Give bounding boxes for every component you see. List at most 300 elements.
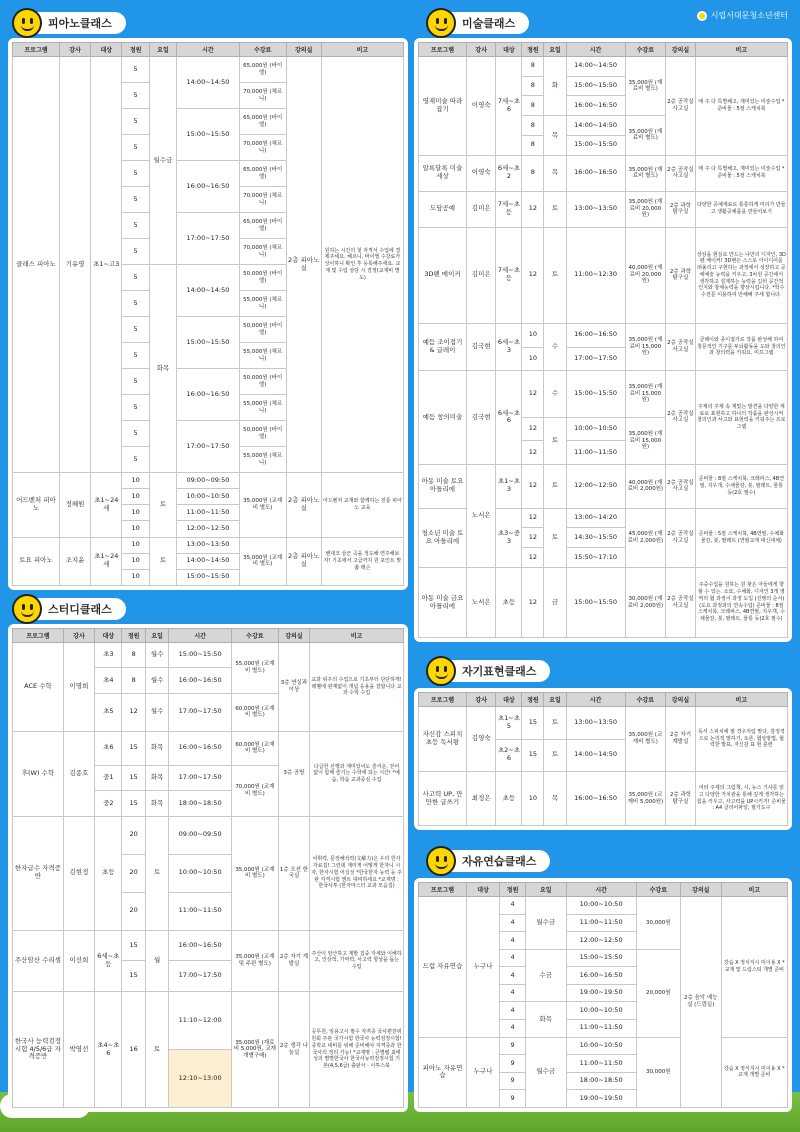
capacity: 5	[122, 135, 149, 161]
program-name: 한자급수 자격증반	[13, 816, 64, 930]
teacher-name: 김현정	[63, 816, 94, 930]
fee: 65,000원 (바이엘)	[239, 109, 286, 135]
column-header: 대상	[496, 43, 522, 57]
column-header: 정원	[122, 629, 145, 643]
capacity: 8	[522, 96, 544, 116]
target: 누구나	[466, 1037, 499, 1107]
teacher-name: 조지윤	[59, 537, 90, 586]
fee: 35,000원 (재료비 별도)	[625, 57, 666, 116]
time: 13:00~13:50	[566, 707, 625, 740]
column-header: 정원	[500, 883, 526, 897]
target: 초2~초6	[496, 739, 522, 772]
target: 초등	[95, 816, 122, 930]
time: 16:00~16:50	[566, 323, 625, 347]
program-name: 토요 피아노	[13, 537, 60, 586]
room: 2층 자기 계발실	[278, 930, 309, 991]
day: 화	[544, 57, 566, 116]
fee: 70,000원 (체르니)	[239, 83, 286, 109]
column-header: 수강료	[636, 883, 680, 897]
day: 월수	[145, 643, 168, 668]
table-row	[419, 772, 788, 826]
time: 16:00~16:50	[566, 96, 625, 116]
time: 16:00~16:50	[169, 668, 232, 693]
time: 19:00~19:50	[566, 984, 636, 1002]
note: 매 주 다 특별해고, 재미있는 미술수업 *준비물 : 5절 스케치북	[695, 57, 787, 156]
time: 17:00~17:50	[566, 347, 625, 371]
column-header: 프로그램	[13, 629, 64, 643]
table-header-row	[13, 629, 404, 643]
day: 화목	[149, 265, 176, 473]
fee: 50,000원 (바이엘)	[239, 369, 286, 395]
room: 2층 공작실 사고실	[666, 323, 696, 371]
time: 15:00~15:50	[177, 569, 240, 585]
column-header: 시간	[177, 43, 240, 57]
fee: 70,000원 (체르니)	[239, 135, 286, 161]
time: 10:00~10:50	[169, 854, 232, 892]
column-header: 강사	[466, 693, 496, 707]
time: 15:50~17:10	[566, 548, 625, 568]
piano-table-card	[8, 38, 408, 590]
capacity: 15	[122, 961, 145, 992]
column-header: 강의실	[278, 629, 309, 643]
teacher-name: 김미은	[466, 191, 496, 227]
program-name: 피아노 자유연습	[419, 1037, 467, 1107]
teacher-name: 정혜원	[59, 473, 90, 538]
program-name: 드럼 자유연습	[419, 897, 467, 1038]
day: 화목	[526, 1002, 567, 1037]
note: 다양한 공예재료로 통통하게 미리가 만들고 생활공예품을 만들어보기	[695, 191, 787, 227]
capacity: 9	[500, 1072, 526, 1090]
program-name: 도담공예	[419, 191, 467, 227]
time: 12:10~13:00	[169, 1050, 232, 1108]
target: 중2	[95, 791, 122, 816]
time: 14:00~14:50	[566, 57, 625, 77]
target: 7세~초등	[496, 227, 522, 323]
teacher-name: 기유영	[59, 57, 90, 473]
capacity: 10	[122, 521, 149, 537]
capacity: 12	[122, 693, 145, 731]
table-row	[13, 643, 404, 668]
target: 6세~초3	[496, 323, 522, 371]
capacity: 4	[500, 1002, 526, 1020]
room: 2층 피아노실	[286, 473, 321, 538]
time: 16:00~16:50	[169, 930, 232, 961]
note: 어드벤처 교재와 함께하는 전통 피아노 교육	[321, 473, 403, 538]
capacity: 16	[122, 992, 145, 1108]
capacity: 5	[122, 395, 149, 421]
capacity: 10	[122, 489, 149, 505]
capacity: 5	[122, 187, 149, 213]
target: 초5	[95, 693, 122, 731]
fee: 35,000원 (교재비 별도)	[625, 707, 666, 772]
brand-name: 시립서대문청소년센터	[710, 11, 788, 20]
time: 13:00~13:50	[566, 191, 625, 227]
fee: 35,000원 (교재비 별도)	[239, 473, 286, 538]
note: 강습 X 정식지시 미이용 X *교재 개별 준비	[721, 1037, 787, 1107]
table-row	[419, 191, 788, 227]
time: 11:00~11:50	[566, 1055, 636, 1073]
time: 14:00~14:50	[177, 553, 240, 569]
column-header: 강사	[59, 43, 90, 57]
day: 토	[149, 473, 176, 538]
fee: 35,000원 (교재 및 주판 별도)	[231, 930, 278, 991]
capacity: 12	[522, 191, 544, 227]
section-title-self	[430, 660, 550, 682]
day: 화목	[145, 765, 168, 790]
target: 누구나	[466, 897, 499, 1038]
time: 17:00~17:50	[169, 765, 232, 790]
time: 17:00~17:50	[169, 961, 232, 992]
column-header: 프로그램	[419, 693, 467, 707]
target: 초1~24세	[91, 537, 122, 586]
column-header: 요일	[149, 43, 176, 57]
table-row	[13, 731, 404, 765]
capacity: 9	[500, 1090, 526, 1108]
column-header: 수강료	[239, 43, 286, 57]
capacity: 4	[500, 984, 526, 1002]
table-row	[419, 1037, 788, 1055]
day: 목	[544, 155, 566, 191]
target: 초등	[496, 772, 522, 826]
time: 14:00~14:50	[566, 116, 625, 136]
capacity: 12	[522, 548, 544, 568]
capacity: 5	[122, 421, 149, 447]
time: 16:00~16:50	[566, 772, 625, 826]
fee: 30,000원	[636, 1037, 680, 1107]
note: 주제의 주제 속 재밌는 발견을 다양한 재료로 표현하고 하나의 작품을 완성시켜 창의인과 사고와 표현력을 키워주는 프로그램	[695, 371, 787, 464]
column-header: 강의실	[666, 43, 696, 57]
target: 초4~초6	[95, 992, 122, 1108]
self-table-card	[414, 688, 792, 830]
column-header: 강의실	[666, 693, 696, 707]
target: 초4	[95, 668, 122, 693]
day: 토	[544, 464, 566, 508]
column-header: 요일	[544, 43, 566, 57]
time: 16:00~16:50	[566, 155, 625, 191]
teacher-name: 이영숙	[466, 57, 496, 156]
section-title-piano	[16, 12, 126, 34]
time: 09:00~09:50	[169, 816, 232, 854]
time: 16:00~16:50	[169, 731, 232, 765]
brand-icon	[697, 11, 707, 21]
target: 초3~중3	[496, 508, 522, 567]
capacity: 4	[500, 967, 526, 985]
room: 2층 생각 나눔실	[278, 992, 309, 1108]
fee: 30,000원 (재료비 2,000원)	[625, 568, 666, 638]
piano-table	[12, 42, 404, 586]
day: 토	[544, 707, 566, 740]
column-header: 요일	[544, 693, 566, 707]
day: 수	[544, 371, 566, 418]
capacity: 12	[522, 371, 544, 418]
time: 17:00~17:50	[169, 693, 232, 731]
column-header: 강의실	[680, 883, 721, 897]
fee: 35,000원 (재료비 5,000원, 교재 개별구매)	[231, 992, 278, 1108]
day: 월수금	[526, 1037, 567, 1107]
capacity: 20	[122, 854, 145, 892]
target: 초등	[496, 568, 522, 638]
art-table	[418, 42, 788, 638]
table-row	[419, 568, 788, 638]
column-header: 요일	[526, 883, 567, 897]
time: 15:00~15:50	[566, 135, 625, 155]
fee: 70,000원 (체르니)	[239, 187, 286, 213]
practice-table-card	[414, 878, 792, 1112]
target: 초1~고3	[91, 57, 122, 473]
room: 2층 공작실 사고실	[666, 568, 696, 638]
table-header-row	[419, 883, 788, 897]
teacher-name: 최정은	[466, 772, 496, 826]
day: 토	[149, 537, 176, 586]
room: 3층 연실과 이상	[278, 643, 309, 732]
time: 18:00~18:50	[169, 791, 232, 816]
capacity: 10	[122, 569, 149, 585]
table-row	[13, 537, 404, 553]
fee: 30,000원	[636, 897, 680, 950]
time: 16:00~16:50	[566, 967, 636, 985]
program-name: 알록달록 미술세상	[419, 155, 467, 191]
table-row	[13, 473, 404, 489]
time: 13:00~13:50	[177, 537, 240, 553]
fee: 35,000원 (교재비 별도)	[231, 816, 278, 930]
capacity: 12	[522, 418, 544, 441]
target: 초1~초5	[496, 707, 522, 740]
column-header: 정원	[122, 43, 149, 57]
time: 12:00~12:50	[566, 464, 625, 508]
day: 토	[145, 816, 168, 930]
capacity: 12	[522, 227, 544, 323]
room: 2층 과학 탐구실	[666, 772, 696, 826]
note: 원하는 시간의 첫 자격서 수업에 결제주세요. 혜르니, 바이엘 수강료가 상이하니 확인 후 등록해주세요. 교재 및 수업 상담 시 결정(교재비 별도)	[321, 57, 403, 473]
column-header: 비고	[695, 693, 787, 707]
note: 교과 위주의 수업으로 기초부터 단단하게! 레벨에 관계없이 개념 응용을 잘합니다 교과 수학 수업	[310, 643, 404, 732]
day: 토	[544, 227, 566, 323]
capacity: 20	[122, 892, 145, 930]
fee: 35,000원 (재료비 15,000원)	[625, 323, 666, 371]
column-header: 강사	[63, 629, 94, 643]
table-header-row	[419, 693, 788, 707]
day: 금	[544, 568, 566, 638]
fee: 55,000원 (체르니)	[239, 343, 286, 369]
practice-table	[418, 882, 788, 1108]
target: 초1~초3	[496, 464, 522, 508]
table-row	[419, 371, 788, 418]
time: 16:00~16:50	[177, 369, 240, 421]
table-row	[419, 227, 788, 323]
time: 11:00~11:50	[566, 441, 625, 464]
teacher-name: 노서은	[466, 464, 496, 567]
teacher-name: 이명희	[63, 643, 94, 732]
column-header: 수강료	[625, 43, 666, 57]
target: 7세~초등	[496, 191, 522, 227]
program-name: 예듬 창의미술	[419, 371, 467, 464]
program-name: 자신감 스피치 초등 독서왕	[419, 707, 467, 772]
table-row	[419, 323, 788, 347]
time: 15:00~15:50	[566, 76, 625, 96]
capacity: 5	[122, 109, 149, 135]
capacity: 12	[522, 464, 544, 508]
day: 목	[544, 116, 566, 155]
fee: 50,000원 (바이엘)	[239, 265, 286, 291]
table-header-row	[13, 43, 404, 57]
capacity: 8	[122, 643, 145, 668]
teacher-name: 김종호	[63, 731, 94, 816]
column-header: 비고	[321, 43, 403, 57]
time: 14:00~14:50	[177, 265, 240, 317]
column-header: 강의실	[286, 43, 321, 57]
room: 1층 오션 한국실	[278, 816, 309, 930]
time: 10:00~10:50	[566, 1002, 636, 1020]
time: 16:00~16:50	[177, 161, 240, 213]
fee: 60,000원 (교재비 별도)	[231, 693, 278, 731]
time: 14:00~14:50	[566, 739, 625, 772]
column-header: 프로그램	[13, 43, 60, 57]
time: 12:00~12:50	[566, 932, 636, 950]
fee: 55,000원 (교재비 별도)	[231, 643, 278, 694]
note: 다급한 선행과 재미있어도 즐거운, 걷어 없이 함께 즐기는 수학에 되는 시간! *예습, 학습 교과중심 수업	[310, 731, 404, 816]
time: 15:00~15:50	[177, 317, 240, 369]
fee: 35,000원 (재료비 20,000원)	[625, 191, 666, 227]
note: 상상을 현실로 만드는 나만의 디자인, 3D펜 메이커! 3D펜은 스스로 아이디어를 떠올리고 구현하는 과정에서 성장하고 공예예술 능력을 키우고, 3차원 공간에서 생각하고 설계하는 능력을 길러 공간적 인지와 창체능력을 향상시킵니다. *학수수전문 이용하여 만해해 주세 합니다.	[695, 227, 787, 323]
column-header: 정원	[522, 693, 544, 707]
column-header: 비고	[695, 43, 787, 57]
time: 14:00~14:50	[177, 57, 240, 109]
column-header: 요일	[145, 629, 168, 643]
program-name: ACE 수학	[13, 643, 64, 732]
day: 수금	[526, 949, 567, 1002]
column-header: 대상	[91, 43, 122, 57]
time: 19:00~19:50	[566, 1090, 636, 1108]
section-title-study	[16, 598, 126, 620]
smiley-icon	[426, 8, 456, 38]
table-row	[419, 464, 788, 508]
fee: 40,000원 (재료비 2,000원)	[625, 464, 666, 508]
room: 2층 자기 계발실	[666, 707, 696, 772]
time: 17:00~17:50	[177, 421, 240, 473]
program-name: 영재미술 따라잡기	[419, 57, 467, 156]
target: 초1~24세	[91, 473, 122, 538]
room: 2층 과학 탐구실	[666, 191, 696, 227]
note: 매 주 다 특별해고, 재미있는 미술수업 *준비물 : 5절 스케치북	[695, 155, 787, 191]
day: 월수금	[526, 897, 567, 950]
column-header: 비고	[721, 883, 787, 897]
time: 11:00~11:50	[566, 1020, 636, 1038]
teacher-name: 이선희	[63, 930, 94, 991]
fee: 55,000원 (체르니)	[239, 447, 286, 473]
room: 2층 공작실 사고실	[666, 508, 696, 567]
column-header: 강사	[466, 43, 496, 57]
capacity: 5	[122, 239, 149, 265]
capacity: 8	[522, 155, 544, 191]
capacity: 10	[522, 772, 544, 826]
teacher-name: 김국현	[466, 323, 496, 371]
day: 화목	[145, 731, 168, 765]
section-title-text: 자기표현클래스	[462, 665, 537, 678]
study-table-card	[8, 624, 408, 1112]
table-row	[419, 897, 788, 915]
target: 6세~초등	[95, 930, 122, 991]
column-header: 시간	[169, 629, 232, 643]
table-row	[419, 57, 788, 77]
fee: 50,000원 (바이엘)	[239, 421, 286, 447]
fee: 65,000원 (바이엘)	[239, 57, 286, 83]
time: 11:00~11:50	[177, 505, 240, 521]
capacity: 10	[122, 473, 149, 489]
capacity: 8	[522, 135, 544, 155]
capacity: 12	[522, 508, 544, 528]
program-name: 3D펜 메이커	[419, 227, 467, 323]
capacity: 5	[122, 83, 149, 109]
time: 09:00~09:50	[177, 473, 240, 489]
capacity: 15	[122, 765, 145, 790]
program-name: 어드벤처 피아노	[13, 473, 60, 538]
table-row	[13, 57, 404, 83]
fee: 65,000원 (바이엘)	[239, 161, 286, 187]
column-header: 시간	[566, 693, 625, 707]
time: 10:00~10:50	[566, 1037, 636, 1055]
teacher-name: 김미은	[466, 227, 496, 323]
note: 독서 스피치에 필 경우처럼 맞다, 감정적으로 논리적 말하기, 토론, 협상방법, 협력한 발표, 자신감 표 현 훈련	[695, 707, 787, 772]
column-header: 수강료	[625, 693, 666, 707]
capacity: 5	[122, 317, 149, 343]
time: 15:00~15:50	[169, 643, 232, 668]
fee: 20,000원	[636, 949, 680, 1037]
smiley-icon	[426, 846, 456, 876]
capacity: 20	[122, 816, 145, 854]
capacity: 12	[522, 441, 544, 464]
program-name: 클래스 피아노	[13, 57, 60, 473]
capacity: 5	[122, 291, 149, 317]
time: 18:00~18:50	[566, 1072, 636, 1090]
table-row	[13, 816, 404, 854]
capacity: 15	[122, 791, 145, 816]
table-header-row	[419, 43, 788, 57]
time: 11:00~11:50	[169, 892, 232, 930]
table-row	[13, 992, 404, 1050]
column-header: 시간	[566, 883, 636, 897]
room: 2층 피아노실	[286, 537, 321, 586]
time: 15:00~15:50	[566, 949, 636, 967]
teacher-name: 박영선	[63, 992, 94, 1108]
time: 10:00~10:50	[177, 489, 240, 505]
note: 강습 X 정식지시 미이용 X *교재 및 드럼스틱 개별 준비	[721, 897, 787, 1038]
capacity: 4	[500, 914, 526, 932]
capacity: 5	[122, 369, 149, 395]
section-title-text: 피아노클래스	[48, 17, 112, 30]
fee: 60,000원 (교재비 별도)	[231, 731, 278, 765]
day: 토	[544, 418, 566, 465]
fee: 55,000원 (체르니)	[239, 395, 286, 421]
time: 14:30~15:50	[566, 528, 625, 548]
fee: 35,000원 (재료비 별도)	[625, 155, 666, 191]
section-title-text: 자유연습클래스	[462, 855, 537, 868]
table-row	[13, 930, 404, 961]
target: 6세~초6	[496, 371, 522, 464]
room: 2층 피아노실	[286, 57, 321, 473]
section-title-text: 미술클래스	[462, 17, 516, 30]
section-title-text: 스터디클래스	[48, 603, 112, 616]
capacity: 10	[122, 505, 149, 521]
teacher-name: 김국현	[466, 371, 496, 464]
room: 2층 공작실 사고실	[666, 371, 696, 464]
program-name: 한국사 능력검정시험 4/5/6급 자격증반	[13, 992, 64, 1108]
time: 12:00~12:50	[177, 521, 240, 537]
capacity: 5	[122, 343, 149, 369]
note: 준비물 : 8절 스케치북, 크레파스, 4B연필, 지우개, 수채물감, 붓, 팔레트, 물통 등(2호 필수)	[695, 464, 787, 508]
capacity: 10	[122, 553, 149, 569]
target: 초3	[95, 643, 122, 668]
capacity: 15	[122, 731, 145, 765]
